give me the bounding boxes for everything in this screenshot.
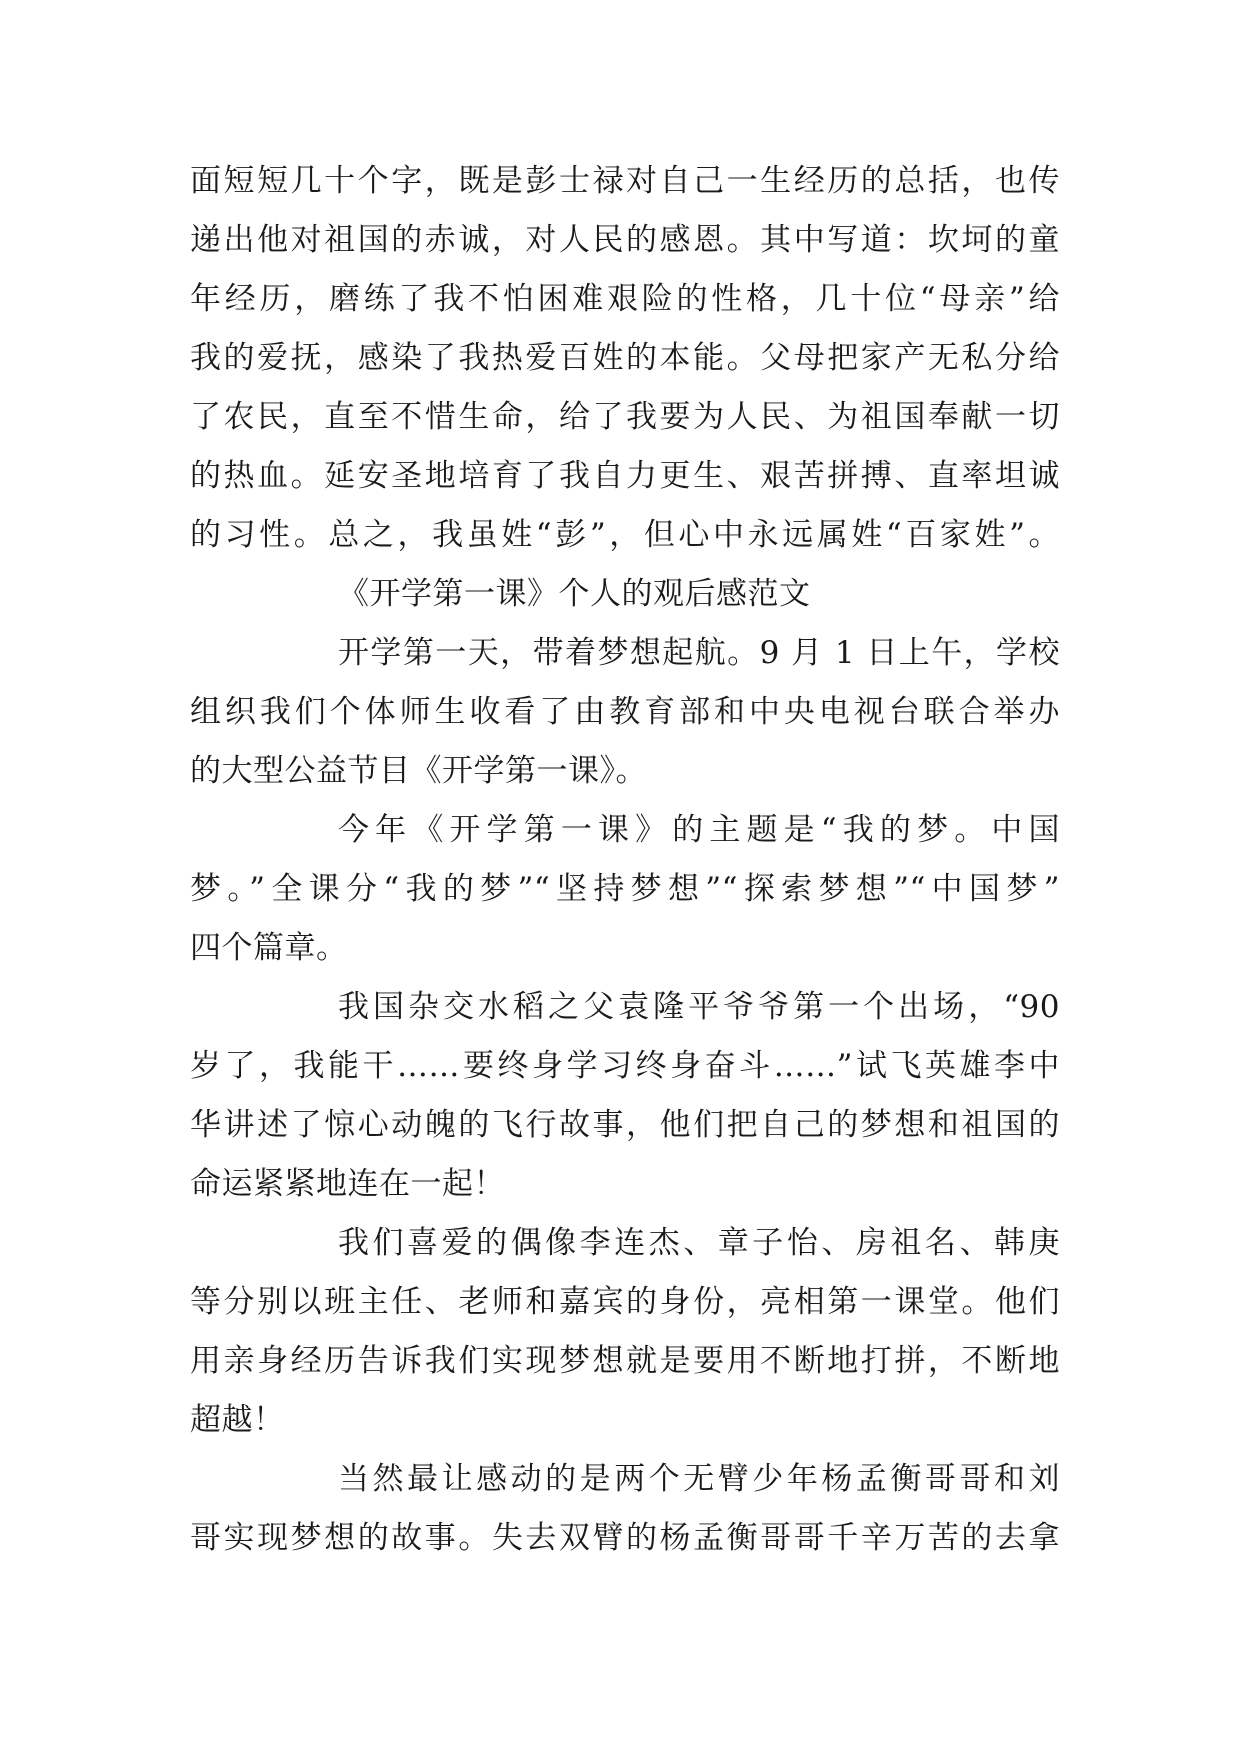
text-line: 的习性。总之，我虽姓“彭”，但心中永远属姓“百家姓”。	[190, 517, 1060, 553]
text-line: 我的爱抚，感染了我热爱百姓的本能。父母把家产无私分给	[190, 340, 1060, 376]
text-line: 组织我们个体师生收看了由教育部和中央电视台联合举办	[190, 694, 1060, 730]
text-line: 华讲述了惊心动魄的飞行故事，他们把自己的梦想和祖国的	[190, 1107, 1060, 1143]
text-line: 了农民，直至不惜生命，给了我要为人民、为祖国奉献一切	[190, 399, 1060, 435]
text-line: 年经历，磨练了我不怕困难艰险的性格，几十位“母亲”给	[190, 281, 1060, 317]
text-line: 哥实现梦想的故事。失去双臂的杨孟衡哥哥千辛万苦的去拿	[190, 1520, 1060, 1556]
paragraph-first-line: 开学第一天，带着梦想起航。9 月 1 日上午，学校	[338, 635, 1060, 671]
text-line: 梦。”全课分“我的梦”“坚持梦想”“探索梦想”“中国梦”	[190, 871, 1060, 907]
text-line: 等分别以班主任、老师和嘉宾的身份，亮相第一课堂。他们	[190, 1284, 1060, 1320]
paragraph-first-line: 我们喜爱的偶像李连杰、章子怡、房祖名、韩庚	[338, 1225, 1060, 1261]
paragraph-first-line: 今年《开学第一课》的主题是“我的梦。中国	[338, 812, 1060, 848]
text-line: 的热血。延安圣地培育了我自力更生、艰苦拼搏、直率坦诚	[190, 458, 1060, 494]
paragraph-last-line: 命运紧紧地连在一起！	[190, 1166, 505, 1202]
section-title: 《开学第一课》个人的观后感范文	[338, 576, 811, 612]
text-line: 面短短几十个字，既是彭士禄对自己一生经历的总括，也传	[190, 163, 1060, 199]
paragraph-first-line: 当然最让感动的是两个无臂少年杨孟衡哥哥和刘	[338, 1461, 1060, 1497]
paragraph-first-line: 我国杂交水稻之父袁隆平爷爷第一个出场，“90	[338, 989, 1060, 1025]
paragraph-last-line: 的大型公益节目《开学第一课》。	[190, 753, 647, 789]
document-body	[190, 152, 1060, 1568]
text-line: 递出他对祖国的赤诚，对人民的感恩。其中写道：坎坷的童	[190, 222, 1060, 258]
text-line: 岁了，我能干……要终身学习终身奋斗……”试飞英雄李中	[190, 1048, 1060, 1084]
text-line: 用亲身经历告诉我们实现梦想就是要用不断地打拼，不断地	[190, 1343, 1060, 1379]
paragraph-last-line: 超越！	[190, 1402, 285, 1438]
paragraph-last-line: 四个篇章。	[190, 930, 348, 966]
